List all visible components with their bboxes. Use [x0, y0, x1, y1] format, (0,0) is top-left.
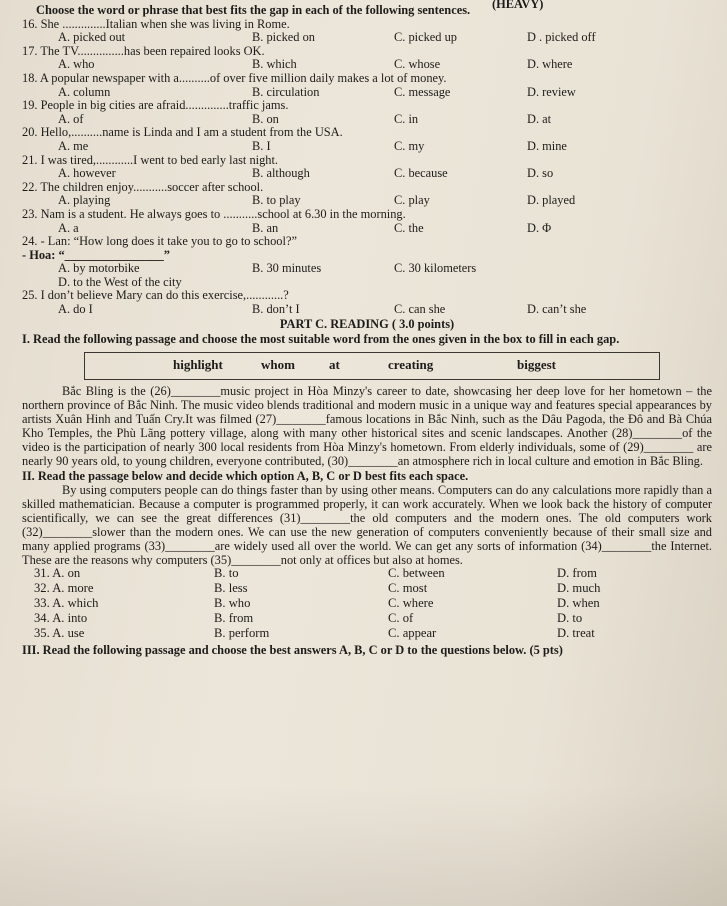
box-word-3: at — [329, 356, 340, 372]
question-25-stem: 25. I don’t believe Mary can do this exercise,............? — [22, 288, 289, 303]
option-21-a[interactable]: A. however — [58, 166, 116, 181]
option-21-c[interactable]: C. because — [394, 166, 448, 181]
option-19-d[interactable]: D. at — [527, 111, 552, 126]
option-25-b[interactable]: B. don’t I — [252, 302, 300, 317]
option-25-a[interactable]: A. do I — [58, 302, 93, 317]
option-20-a[interactable]: A. me — [58, 138, 89, 153]
section-header — [22, 0, 712, 18]
option-24-b[interactable]: B. 30 minutes — [252, 261, 322, 276]
question-16-stem: 16. She ..............Italian when she was living in Rome. — [22, 16, 290, 31]
question-17 — [22, 45, 712, 72]
answer-31-b[interactable]: B. to — [214, 566, 239, 581]
answer-row-31 — [22, 567, 712, 582]
box-word-5: biggest — [517, 356, 556, 372]
section-2-title: II. Read the passage below and decide which option A, B, C or D best fits each space. — [22, 468, 469, 483]
answer-32-c[interactable]: C. most — [388, 581, 428, 596]
box-word-2: whom — [261, 356, 295, 372]
answer-row-32 — [22, 582, 712, 597]
difficulty-label: (HEAVY) — [492, 0, 544, 11]
answer-35-b[interactable]: B. perform — [214, 626, 270, 641]
option-24-c[interactable]: C. 30 kilometers — [394, 261, 477, 276]
answer-32-d[interactable]: D. much — [557, 581, 601, 596]
answer-34-c[interactable]: C. of — [388, 611, 414, 626]
option-16-d[interactable]: D . picked off — [527, 30, 596, 45]
option-18-b[interactable]: B. circulation — [252, 84, 320, 99]
question-19 — [22, 99, 712, 126]
option-18-c[interactable]: C. message — [394, 84, 451, 99]
option-24-a[interactable]: A. by motorbike — [58, 261, 140, 276]
answer-options-list — [22, 567, 712, 642]
option-23-c[interactable]: C. the — [394, 220, 424, 235]
answer-row-35 — [22, 627, 712, 642]
option-20-c[interactable]: C. my — [394, 138, 425, 153]
answer-33-c[interactable]: C. where — [388, 596, 434, 611]
answer-34-b[interactable]: B. from — [214, 611, 254, 626]
option-23-d[interactable]: D. Φ — [527, 220, 552, 235]
part-c-title: PART C. READING ( 3.0 points) — [279, 316, 455, 331]
question-17-options — [22, 58, 712, 72]
answer-row-34 — [22, 612, 712, 627]
question-23-options — [22, 222, 712, 236]
option-24-d[interactable]: D. to the West of the city — [58, 274, 182, 289]
option-25-d[interactable]: D. can’t she — [527, 302, 587, 317]
question-21-stem: 21. I was tired,............I went to bed early last night. — [22, 152, 279, 167]
option-17-b[interactable]: B. which — [252, 57, 297, 72]
option-22-d[interactable]: D. played — [527, 193, 576, 208]
answer-32-a[interactable]: 32. A. more — [34, 581, 94, 596]
question-22 — [22, 181, 712, 208]
question-24-reply: - Hoa: “________________” — [22, 247, 170, 262]
question-19-stem: 19. People in big cities are afraid..............traffic jams. — [22, 98, 289, 113]
option-21-d[interactable]: D. so — [527, 166, 554, 181]
question-16-options — [22, 31, 712, 45]
passage-2: By using computers people can do things faster than by using other means. Computers can do any calculations more rapidly than a skilled mathematician. Because a computer is programmed properly, it can work accurately. When we look back the history of computer scientifically, we can see the great differences (31)________the old computers and the modern ones. The old computers work (32)________slower than the modern ones. We can use the new generation of computers conveniently because of their small size and many applied programs (33)________are widely used all over the world. We can get any sorts of information (34)________the Internet. These are the reasons why computers (35)________not only at offices but also at homes. — [22, 483, 712, 568]
question-24-options-row1 — [22, 262, 712, 276]
question-18-stem: 18. A popular newspaper with a..........of over five million daily makes a lot of money. — [22, 70, 447, 85]
answer-31-a[interactable]: 31. A. on — [34, 566, 81, 581]
option-17-a[interactable]: A. who — [58, 57, 95, 72]
option-20-d[interactable]: D. mine — [527, 138, 567, 153]
answer-32-b[interactable]: B. less — [214, 581, 248, 596]
option-21-b[interactable]: B. although — [252, 166, 310, 181]
question-24-options-row2 — [22, 276, 712, 290]
question-25 — [22, 289, 712, 316]
option-17-c[interactable]: C. whose — [394, 57, 441, 72]
option-23-a[interactable]: A. a — [58, 220, 79, 235]
option-17-d[interactable]: D. where — [527, 57, 573, 72]
answer-33-d[interactable]: D. when — [557, 596, 600, 611]
option-19-b[interactable]: B. on — [252, 111, 279, 126]
question-17-stem: 17. The TV...............has been repaired looks OK. — [22, 43, 265, 58]
question-22-options — [22, 194, 712, 208]
option-18-a[interactable]: A. column — [58, 84, 111, 99]
question-16 — [22, 18, 712, 45]
option-18-d[interactable]: D. review — [527, 84, 576, 99]
question-19-options — [22, 113, 712, 127]
answer-33-b[interactable]: B. who — [214, 596, 251, 611]
page-shadow — [0, 786, 727, 906]
option-22-b[interactable]: B. to play — [252, 193, 301, 208]
answer-35-c[interactable]: C. appear — [388, 626, 437, 641]
question-20-options — [22, 140, 712, 154]
section-3-title: III. Read the following passage and choose the best answers A, B, C or D to the questions below. (5 pts) — [22, 643, 563, 658]
passage-1: Bắc Bling is the (26)________music project in Hòa Minzy's career to date, showcasing her deep love for her hometown – the northern province of Bắc Ninh. The music video blends traditional and modern music in a unique way and features special appearances by artists Xuân Hinh and Tuấn Cry.It was filmed (27)________famous locations in Bắc Ninh, such as the Dâu Pagoda, the Đô and Bà Chúa Kho Temples, the Phù Lãng pottery village, along with many other historical sites and scenic landscapes. Another (28)________of the video is the participation of nearly 300 local residents from Hòa Minzy's hometown. From elderly individuals, some of (29)________ are nearly 90 years old, to young children, everyone contributed, (30)________an atmosphere rich in local culture and emotion in Bắc Bling. — [22, 383, 712, 468]
option-25-c[interactable]: C. can she — [394, 302, 446, 317]
question-23-stem: 23. Nam is a student. He always goes to ...........school at 6.30 in the morning. — [22, 206, 406, 221]
answer-33-a[interactable]: 33. A. which — [34, 596, 99, 611]
worksheet-page — [22, 0, 712, 658]
answer-34-d[interactable]: D. to — [557, 611, 583, 626]
question-20 — [22, 126, 712, 153]
answer-35-a[interactable]: 35. A. use — [34, 626, 85, 641]
option-20-b[interactable]: B. I — [252, 138, 271, 153]
question-21-options — [22, 167, 712, 181]
option-19-a[interactable]: A. of — [58, 111, 84, 126]
question-21 — [22, 154, 712, 181]
answer-row-33 — [22, 597, 712, 612]
word-box — [84, 352, 660, 380]
option-22-c[interactable]: C. play — [394, 193, 430, 208]
section-1-title: I. Read the following passage and choose the most suitable word from the ones given in the box to fill in each gap. — [22, 332, 620, 347]
question-18-options — [22, 86, 712, 100]
answer-34-a[interactable]: 34. A. into — [34, 611, 88, 626]
box-word-1: highlight — [173, 356, 223, 372]
question-18 — [22, 72, 712, 99]
question-20-stem: 20. Hello,..........name is Linda and I am a student from the USA. — [22, 125, 343, 140]
header-instruction: Choose the word or phrase that best fits the gap in each of the following sentences. — [36, 3, 471, 17]
question-24-stem: 24. - Lan: “How long does it take you to go to school?” — [22, 234, 297, 249]
question-24 — [22, 235, 712, 289]
answer-35-d[interactable]: D. treat — [557, 626, 595, 641]
option-16-c[interactable]: C. picked up — [394, 30, 457, 45]
answer-31-c[interactable]: C. between — [388, 566, 445, 581]
option-16-b[interactable]: B. picked on — [252, 30, 315, 45]
question-22-stem: 22. The children enjoy...........soccer after school. — [22, 179, 264, 194]
answer-31-d[interactable]: D. from — [557, 566, 597, 581]
box-word-4: creating — [388, 356, 434, 372]
option-22-a[interactable]: A. playing — [58, 193, 111, 208]
option-23-b[interactable]: B. an — [252, 220, 279, 235]
question-25-options — [22, 303, 712, 317]
option-16-a[interactable]: A. picked out — [58, 30, 126, 45]
question-23 — [22, 208, 712, 235]
multiple-choice-list — [22, 18, 712, 236]
option-19-c[interactable]: C. in — [394, 111, 419, 126]
